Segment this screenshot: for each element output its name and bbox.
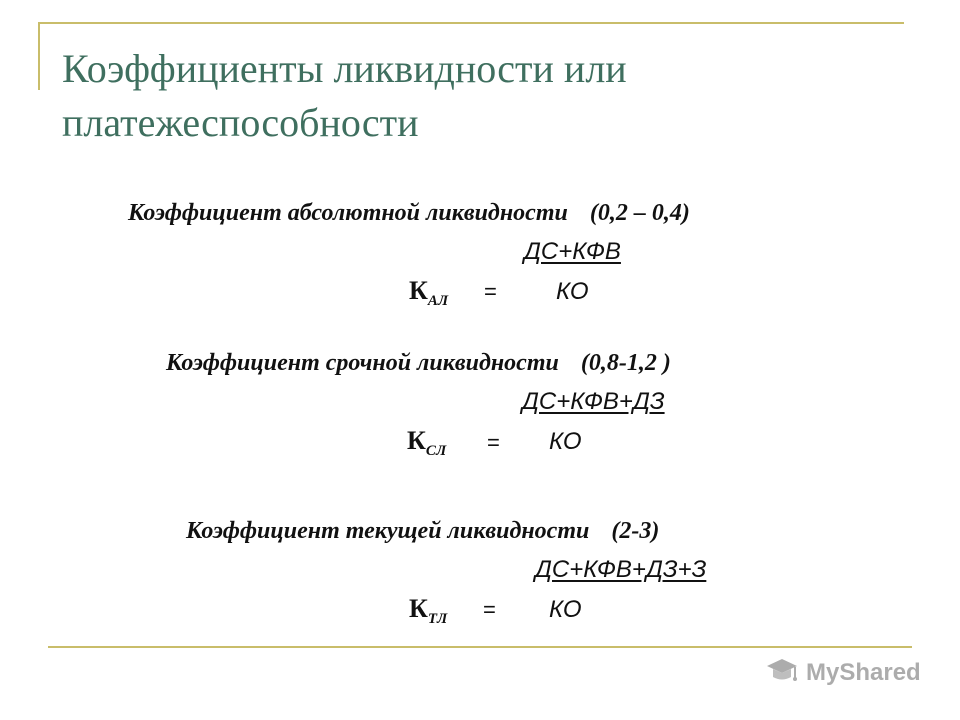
ratio-quick-denominator: КО	[549, 428, 582, 455]
slide-title-line-2: платежеспособности	[62, 100, 419, 145]
ratio-current-numerator: ДС+КФВ+ДЗ+З	[535, 556, 707, 583]
watermark-text: MyShared	[806, 659, 921, 686]
watermark	[766, 656, 921, 690]
ratio-quick-numerator: ДС+КФВ+ДЗ	[522, 388, 665, 415]
ratio-quick-name: Коэффициент срочной ликвидности	[166, 350, 559, 376]
ratio-current-subscript: ТЛ	[427, 611, 448, 627]
ratio-absolute-subscript: АЛ	[427, 293, 449, 309]
ratio-absolute-symbol-letter: К	[409, 276, 428, 305]
slide-title-line-1: Коэффициенты ликвидности или	[62, 46, 627, 91]
ratio-current-symbol	[409, 594, 447, 628]
frame-top-line	[38, 22, 904, 24]
ratio-current-range: (2-3)	[611, 518, 660, 544]
ratio-absolute-heading	[128, 200, 690, 227]
ratio-current-name: Коэффициент текущей ликвидности	[186, 518, 590, 544]
frame-left-line	[38, 22, 40, 90]
mortarboard-icon	[766, 656, 798, 691]
ratio-current-heading	[186, 518, 659, 545]
ratio-absolute-denominator: КО	[556, 278, 589, 305]
ratio-current-symbol-letter: К	[409, 594, 428, 623]
ratio-quick-equals: =	[487, 430, 500, 455]
ratio-current-equals: =	[483, 597, 496, 622]
ratio-absolute-symbol	[409, 276, 448, 310]
ratio-current-denominator: КО	[549, 596, 582, 623]
ratio-quick-heading	[166, 350, 671, 377]
slide-title	[62, 42, 882, 150]
ratio-quick-subscript: СЛ	[425, 443, 447, 459]
ratio-absolute-range: (0,2 – 0,4)	[589, 200, 690, 226]
ratio-quick-range: (0,8-1,2 )	[580, 350, 671, 376]
frame-bottom-line	[48, 646, 912, 648]
ratio-quick-symbol-letter: К	[407, 426, 426, 455]
ratio-absolute-equals: =	[484, 279, 497, 304]
ratio-absolute-numerator: ДС+КФВ	[524, 238, 621, 265]
ratio-absolute-name: Коэффициент абсолютной ликвидности	[128, 200, 568, 226]
ratio-quick-symbol	[407, 426, 446, 460]
